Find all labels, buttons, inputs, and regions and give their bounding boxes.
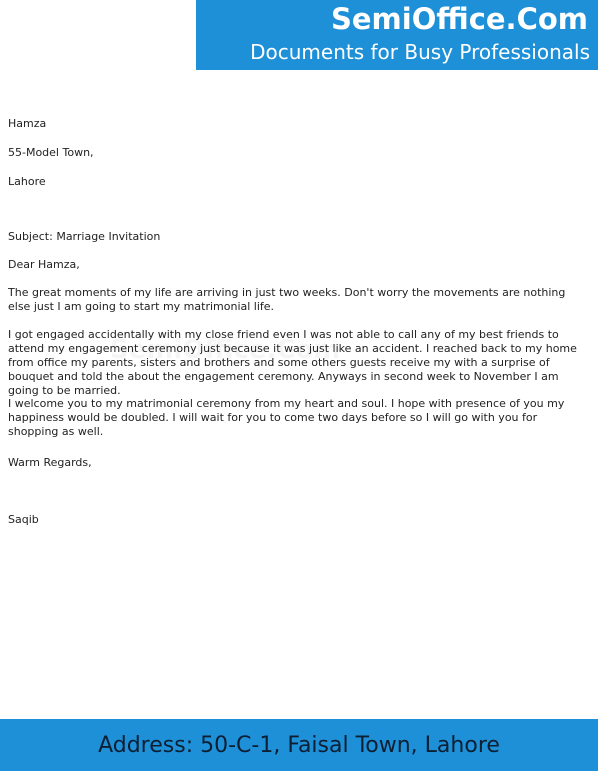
letter-paragraph-3: I welcome you to my matrimonial ceremony from my heart and soul. I hope with presence of you my happiness would be doubled. I will wait for you to come two days before so I will go with you for shopping as well. (8, 397, 565, 438)
brand-name: SemiOffice.Com (330, 2, 588, 36)
brand-tagline: Documents for Busy Professionals (250, 40, 590, 64)
recipient-address: 55-Model Town, (8, 146, 94, 159)
header-banner (196, 0, 598, 70)
letter-subject: Subject: Marriage Invitation (8, 230, 161, 243)
letter-salutation: Dear Hamza, (8, 258, 80, 271)
footer-banner (0, 719, 598, 771)
letter-closing: Warm Regards, (8, 456, 92, 469)
letter-paragraph-2: I got engaged accidentally with my close friend even I was not able to call any of my best friends to attend my engagement ceremony just because it was just like an accident. I reached back to my home from office my parents, sisters and brothers and some others guests receive my with a surprise of bouquet and told the about the engagement ceremony. Anyways in second week to November I am going to be married. (8, 328, 577, 397)
recipient-name: Hamza (8, 117, 47, 130)
letter-signature: Saqib (8, 513, 39, 526)
footer-address: Address: 50-C-1, Faisal Town, Lahore (98, 732, 500, 758)
letter-paragraph-1: The great moments of my life are arriving in just two weeks. Don't worry the movements are nothing else just I am going to start my matrimonial life. (8, 286, 566, 313)
recipient-city: Lahore (8, 175, 46, 188)
